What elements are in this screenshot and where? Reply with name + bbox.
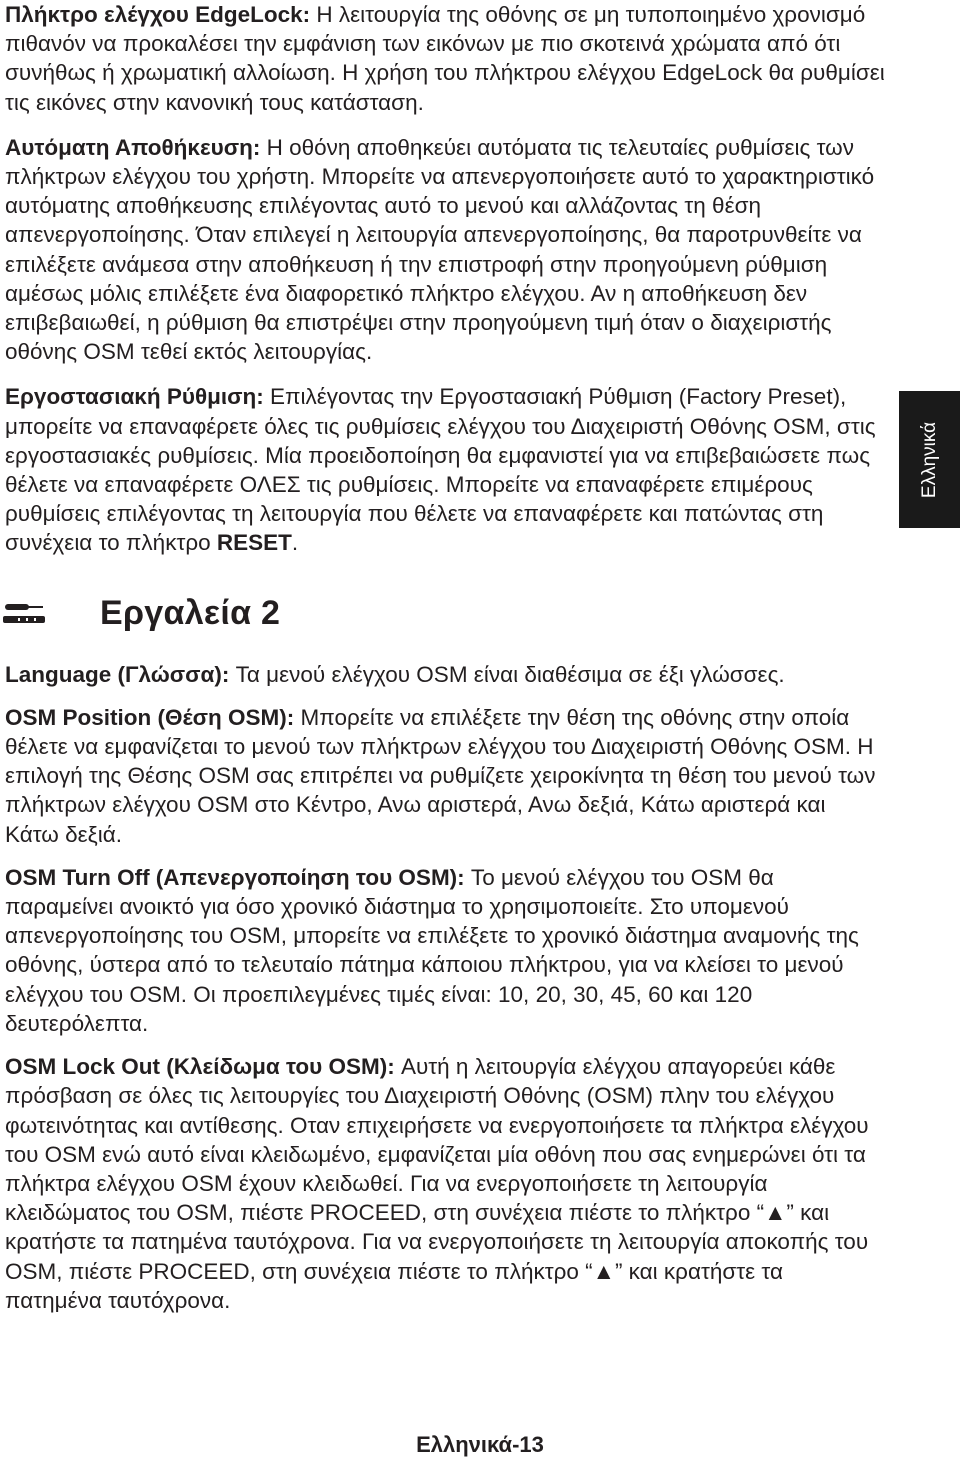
page-content xyxy=(5,0,885,1315)
osm-turn-off-term: OSM Turn Off (Απενεργοποίηση του OSM): xyxy=(5,864,465,890)
auto-save-term: Αυτόματη Αποθήκευση: xyxy=(5,134,261,160)
tools-icon xyxy=(2,599,48,629)
edgelock-paragraph xyxy=(5,0,885,117)
edgelock-description: Η λειτουργία της οθόνης σε μη τυποποιημένο χρονισμό πιθανόν να προκαλέσει την εμφάνιση των εικόνων με πιο σκοτεινά χρώματα από ότι συνήθως ή χρωματική αλλοίωση. Η χρήση του πλήκτρου ελέγχου EdgeLock θα ρυθμίσει τις εικόνες στην κανονική τους κατάσταση. xyxy=(5,2,885,115)
osm-position-term: OSM Position (Θέση OSM): xyxy=(5,704,295,730)
osm-lock-out-description: Αυτή η λειτουργία ελέγχου απαγορεύει κάθε πρόσβαση σε όλες τις λειτουργίες του Διαχειριστή Οθόνης (OSM) πλην του ελέγχου φωτεινότητας και αντίθεσης. Οταν επιχειρήσετε να ενεργοποιήσετε τα πλήκτρα ελέγχου του OSM ενώ αυτό είναι κλειδωμένο, εμφανίζεται μία οθόνη που σας ενημερώνει ότι τα πλήκτρα ελέγχου OSM έχουν κλειδωθεί. Για να ενεργοποιήσετε τη λειτουργία κλειδώματος του OSM, πιέστε PROCEED, στη συνέχεια πιέστε το πλήκτρο “▲” και κρατήστε τα πατημένα ταυτόχρονα. Για να ενεργοποιήσετε τη λειτουργία αποκοπής του OSM, πιέστε PROCEED, στη συνέχεια πιέστε το πλήκτρο “▲” και κρατήστε τα πατημένα ταυτόχρονα. xyxy=(5,1054,869,1313)
factory-preset-end: . xyxy=(291,530,299,556)
section-title: Εργαλεία 2 xyxy=(100,594,281,633)
factory-preset-term: Εργοστασιακή Ρύθμιση: xyxy=(5,384,264,410)
language-description: Τα μενού ελέγχου OSM είναι διαθέσιμα σε έξι γλώσσες. xyxy=(229,661,785,687)
osm-lock-out-paragraph xyxy=(5,1052,885,1315)
page-footer: Ελληνικά-13 xyxy=(416,1432,544,1457)
edgelock-term: Πλήκτρο ελέγχου EdgeLock: xyxy=(5,2,311,27)
section-header xyxy=(5,592,885,636)
language-term: Language (Γλώσσα): xyxy=(5,661,230,687)
auto-save-description: Η οθόνη αποθηκεύει αυτόματα τις τελευταίες ρυθμίσεις των πλήκτρων ελέγχου του χρήστη. Μπορείτε να απενεργοποιήσετε αυτό το χαρακτηριστικό αυτόματης αποθήκευσης επιλέγοντας αυτό το μενού και αλλάζοντας τη θέση απενεργοποίησης. Όταν επιλεγεί η λειτουργία απενεργοποίησης, θα παροτρυνθείτε να επιλέξετε ανάμεσα στην αποθήκευση ή την επιστροφή στην προηγούμενη ρύθμιση αμέσως μόλις επιλέξετε ένα διαφορετικό πλήκτρο ελέγχου. Αν η αποθήκευση δεν επιβεβαιωθεί, η ρύθμιση θα επιστρέψει στην προηγούμενη τιμή όταν ο διαχειριστής οθόνης OSM τεθεί εκτός λειτουργίας. xyxy=(5,134,875,365)
language-paragraph xyxy=(5,660,885,689)
factory-preset-description: Επιλέγοντας την Εργοστασιακή Ρύθμιση (Factory Preset), μπορείτε να επαναφέρετε όλες τις ρυθμίσεις ελέγχου του Διαχειριστή Οθόνης OSM, στις εργοστασιακές ρυθμίσεις. Μία προειδοποίηση θα εμφανιστεί για να επιβεβαιώσετε πως θέλετε να επαναφέρετε ΟΛΕΣ τις ρυθμίσεις. Μπορείτε να επαναφέρετε επιμέρους ρυθμίσεις επιλέγοντας τη λειτουργία που θέλετε να επαναφέρετε και πατώντας στη συνέχεια το πλήκτρο xyxy=(5,384,876,556)
osm-turn-off-paragraph xyxy=(5,863,885,1038)
osm-position-paragraph xyxy=(5,703,885,849)
osm-lock-out-term: OSM Lock Out (Κλείδωμα του OSM): xyxy=(5,1054,395,1080)
osm-turn-off-description: Το μενού ελέγχου του OSM θα παραμείνει ανοικτό για όσο χρονικό διάστημα το χρησιμοποιείτε. Στο υπομενού απενεργοποίησης του OSM, μπορείτε να επιλέξετε το χρονικό διάστημα αναμονής της οθόνης, ύστερα από το τελευταίο πάτημα κάποιου πλήκτρου, για να κλείσει το μενού ελέγχου του OSM. Οι προεπιλεγμένες τιμές είναι: 10, 20, 30, 45, 60 και 120 δευτερόλεπτα. xyxy=(5,864,859,1036)
side-tab-label: Ελληνικά xyxy=(918,421,940,498)
factory-preset-paragraph xyxy=(5,382,885,557)
osm-position-description: Μπορείτε να επιλέξετε την θέση της οθόνης στην οποία θέλετε να εμφανίζεται το μενού των πλήκτρων ελέγχου του Διαχειριστή Οθόνης OSM. Η επιλογή της Θέσης OSM σας επιτρέπει να ρυθμίζετε χειροκίνητα τη θέση του μενού των πλήκτρων ελέγχου OSM στο Κέντρο, Ανω αριστερά, Ανω δεξιά, Κάτω αριστερά και Κάτω δεξιά. xyxy=(5,704,876,847)
reset-key-label: RESET xyxy=(216,530,292,556)
auto-save-paragraph xyxy=(5,133,885,367)
language-side-tab xyxy=(899,391,960,528)
